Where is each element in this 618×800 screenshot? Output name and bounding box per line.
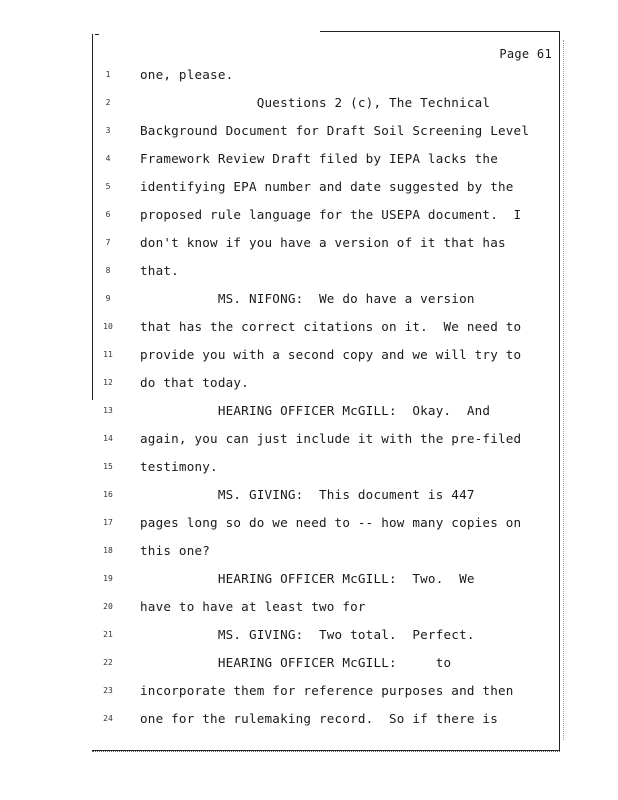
transcript-line <box>0 683 560 703</box>
line-text: have to have at least two for <box>140 599 366 614</box>
line-number: 1 <box>105 70 111 79</box>
transcript-line <box>0 291 560 311</box>
line-number: 3 <box>105 126 111 135</box>
line-number: 17 <box>103 518 113 527</box>
transcript-line <box>0 543 560 563</box>
transcript-line <box>0 375 560 395</box>
line-number: 12 <box>103 378 113 387</box>
transcript-line <box>0 95 560 115</box>
corner-mark <box>95 34 99 35</box>
line-number: 4 <box>105 154 111 163</box>
scan-edge-artifact <box>563 40 564 740</box>
line-text: do that today. <box>140 375 249 390</box>
line-text: MS. GIVING: This document is 447 <box>140 487 475 502</box>
line-number: 16 <box>103 490 113 499</box>
line-text: this one? <box>140 543 211 558</box>
transcript-line <box>0 571 560 591</box>
line-text: HEARING OFFICER McGILL: to <box>140 655 452 670</box>
transcript-line <box>0 431 560 451</box>
line-text: that. <box>140 263 179 278</box>
line-text: MS. GIVING: Two total. Perfect. <box>140 627 475 642</box>
transcript-line <box>0 599 560 619</box>
line-number: 5 <box>105 182 111 191</box>
line-number: 18 <box>103 546 113 555</box>
line-text: MS. NIFONG: We do have a version <box>140 291 475 306</box>
transcript-line <box>0 207 560 227</box>
line-number: 9 <box>105 294 111 303</box>
transcript-line <box>0 179 560 199</box>
line-text: Framework Review Draft filed by IEPA lacks the <box>140 151 498 166</box>
line-number: 24 <box>103 714 113 723</box>
transcript-line <box>0 319 560 339</box>
line-number: 2 <box>105 98 111 107</box>
transcript-line <box>0 487 560 507</box>
line-number: 7 <box>105 238 111 247</box>
page-number: Page 61 <box>499 47 552 61</box>
line-number: 19 <box>103 574 113 583</box>
line-text: one, please. <box>140 67 234 82</box>
scan-bottom-artifact <box>92 751 560 755</box>
line-text: HEARING OFFICER McGILL: Okay. And <box>140 403 491 418</box>
line-text: pages long so do we need to -- how many copies on <box>140 515 522 530</box>
transcript-line <box>0 459 560 479</box>
line-text: HEARING OFFICER McGILL: Two. We <box>140 571 475 586</box>
line-text: provide you with a second copy and we will try to <box>140 347 522 362</box>
line-text: Questions 2 (c), The Technical <box>140 95 491 110</box>
transcript-line <box>0 263 560 283</box>
line-number: 6 <box>105 210 111 219</box>
line-number: 22 <box>103 658 113 667</box>
transcript-line <box>0 235 560 255</box>
page-top-border <box>320 31 560 32</box>
line-number: 23 <box>103 686 113 695</box>
transcript-line <box>0 123 560 143</box>
transcript-line <box>0 655 560 675</box>
line-number: 8 <box>105 266 111 275</box>
transcript-line <box>0 347 560 367</box>
line-text: incorporate them for reference purposes and then <box>140 683 514 698</box>
line-text: identifying EPA number and date suggested by the <box>140 179 514 194</box>
line-number: 15 <box>103 462 113 471</box>
transcript-line <box>0 711 560 731</box>
line-number: 14 <box>103 434 113 443</box>
line-text: proposed rule language for the USEPA document. I <box>140 207 522 222</box>
line-number: 20 <box>103 602 113 611</box>
line-number: 13 <box>103 406 113 415</box>
line-text: testimony. <box>140 459 218 474</box>
transcript-line <box>0 151 560 171</box>
line-number: 21 <box>103 630 113 639</box>
line-number: 10 <box>103 322 113 331</box>
line-text: Background Document for Draft Soil Screening Level <box>140 123 530 138</box>
line-text: again, you can just include it with the pre-filed <box>140 431 522 446</box>
transcript-line <box>0 403 560 423</box>
transcript-line <box>0 627 560 647</box>
line-number: 11 <box>103 350 113 359</box>
line-text: that has the correct citations on it. We need to <box>140 319 522 334</box>
line-text: don't know if you have a version of it that has <box>140 235 506 250</box>
transcript-line <box>0 515 560 535</box>
transcript-line <box>0 67 560 87</box>
line-text: one for the rulemaking record. So if there is <box>140 711 498 726</box>
